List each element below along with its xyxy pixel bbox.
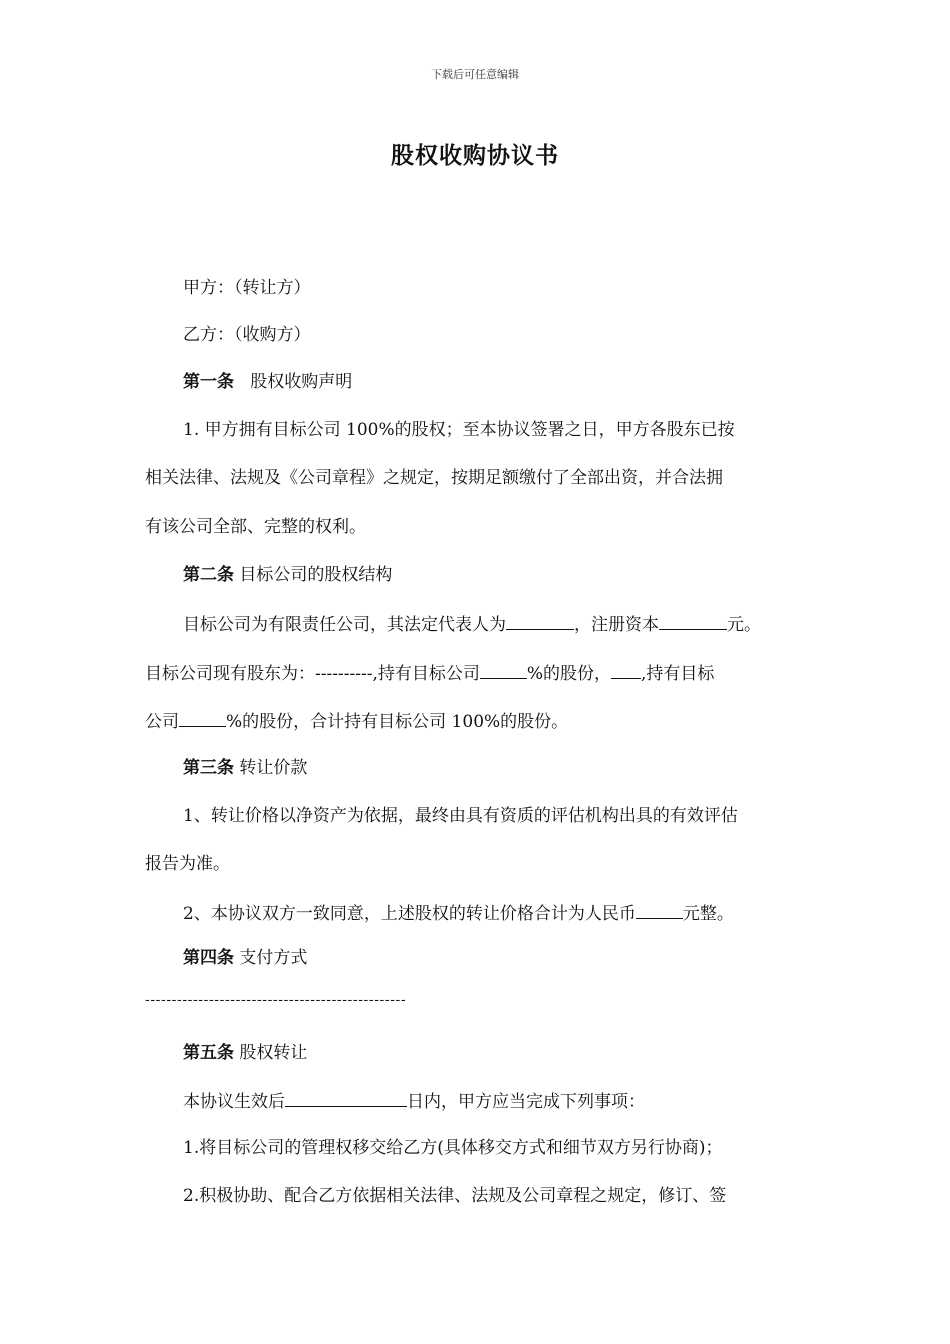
- article-1-title: 股权收购声明: [250, 372, 353, 392]
- article-1-heading-line: [183, 370, 352, 394]
- party-a: 甲方：（转让方）: [183, 278, 311, 298]
- article-1-para-line-3: 有该公司全部、完整的权利。: [145, 517, 366, 537]
- blank-field: [506, 611, 574, 630]
- article-5-title: 股权转让: [239, 1043, 308, 1063]
- text-segment: 持有目标: [646, 664, 715, 684]
- article-2-line-2: [145, 660, 714, 686]
- article-2-heading-line: [183, 563, 392, 587]
- article-4-heading: 第四条: [183, 948, 234, 968]
- blank-field: [179, 708, 226, 727]
- article-4-heading-line: [183, 946, 307, 970]
- text-segment: 元。: [727, 615, 761, 635]
- text-segment: ，注册资本: [574, 615, 659, 635]
- blank-field: [285, 1088, 407, 1107]
- article-3-para-1-line-1: 1、转让价格以净资产为依据，最终由具有资质的评估机构出具的有效评估: [183, 806, 738, 826]
- article-5-heading-line: [183, 1041, 307, 1065]
- text-segment: ,: [641, 664, 647, 684]
- article-5-line-3: 2.积极协助、配合乙方依据相关法律、法规及公司章程之规定，修订、签: [183, 1186, 727, 1206]
- article-5-line-2: 1.将目标公司的管理权移交给乙方(具体移交方式和细节双方另行协商)；: [183, 1138, 723, 1158]
- text-segment: 日内，甲方应当完成下列事项：: [407, 1092, 645, 1112]
- text-segment: 目标公司为有限责任公司，其法定代表人为: [183, 615, 506, 635]
- article-2-line-3: [145, 708, 568, 734]
- blank-field: [611, 660, 641, 679]
- text-segment: %的股份，合计持有目标公司 100%的股份。: [226, 712, 569, 732]
- document-title: 股权收购协议书: [391, 142, 559, 169]
- article-3-para-1-line-2: 报告为准。: [145, 854, 230, 874]
- article-1-heading: 第一条: [183, 372, 234, 392]
- text-segment: 本协议生效后: [183, 1092, 285, 1112]
- party-b: 乙方：（收购方）: [183, 325, 311, 345]
- text-segment: 目标公司现有股东为：: [145, 664, 315, 684]
- text-segment: %的股份，: [526, 664, 612, 684]
- article-3-para-2: [183, 900, 734, 926]
- text-segment: 公司: [145, 712, 179, 732]
- article-1-para-line-1: 1. 甲方拥有目标公司 100%的股权；至本协议签署之日，甲方各股东已按: [183, 420, 735, 440]
- article-5-heading: 第五条: [183, 1043, 234, 1063]
- article-3-title: 转让价款: [239, 758, 308, 778]
- article-3-heading-line: [183, 756, 307, 780]
- text-segment: ,持有目标公司: [372, 664, 480, 684]
- article-2-heading: 第二条: [183, 565, 234, 585]
- article-2-line-1: [183, 611, 761, 637]
- article-4-title: 支付方式: [239, 948, 308, 968]
- blank-field: [480, 660, 527, 679]
- article-3-heading: 第三条: [183, 758, 234, 778]
- article-1-para-line-2: 相关法律、法规及《公司章程》之规定，按期足额缴付了全部出资，并合法拥: [145, 468, 723, 488]
- blank-field: [636, 900, 683, 919]
- article-2-title: 目标公司的股权结构: [239, 565, 393, 585]
- header-note: 下载后可任意编辑: [431, 68, 519, 81]
- text-segment: 元整。: [682, 904, 734, 924]
- text-segment: 2、本协议双方一致同意，上述股权的转让价格合计为人民币: [183, 904, 636, 924]
- blank-field: [659, 611, 727, 630]
- dash-placeholder: ----------: [315, 664, 373, 684]
- article-5-line-1: [183, 1088, 645, 1114]
- article-4-dash-line: -------------------------------------------------: [145, 992, 407, 1008]
